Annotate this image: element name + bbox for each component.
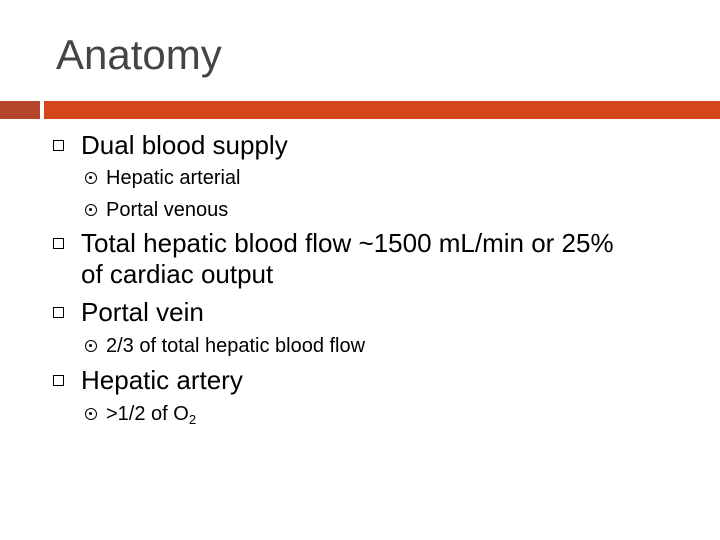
bullet-portal-vein: Portal vein: [81, 297, 204, 327]
circle-bullet-icon: [85, 340, 97, 352]
bullet-dual-blood-supply: Dual blood supply: [81, 130, 288, 160]
title-accent-bar-left: [0, 101, 40, 119]
square-bullet-icon: [53, 238, 64, 249]
circle-bullet-icon: [85, 204, 97, 216]
circle-bullet-icon: [85, 408, 97, 420]
oxygen-fraction-text: >1/2 of O: [106, 403, 189, 425]
bullet-total-hepatic-flow-line1: Total hepatic blood flow ~1500 mL/min or 25%: [81, 228, 614, 258]
bullet-hepatic-artery: Hepatic artery: [81, 365, 243, 395]
oxygen-subscript: 2: [188, 412, 197, 427]
slide-title: Anatomy: [56, 31, 222, 78]
sub-bullet-hepatic-arterial: Hepatic arterial: [106, 167, 241, 189]
square-bullet-icon: [53, 140, 64, 151]
sub-bullet-portal-vein-fraction: 2/3 of total hepatic blood flow: [106, 335, 366, 357]
square-bullet-icon: [53, 307, 64, 318]
sub-bullet-portal-venous: Portal venous: [106, 199, 229, 221]
sub-bullet-oxygen: [106, 402, 196, 432]
bullet-total-hepatic-flow-line2: of cardiac output: [81, 259, 274, 289]
square-bullet-icon: [53, 375, 64, 386]
title-accent-bar: [44, 101, 720, 119]
circle-bullet-icon: [85, 172, 97, 184]
